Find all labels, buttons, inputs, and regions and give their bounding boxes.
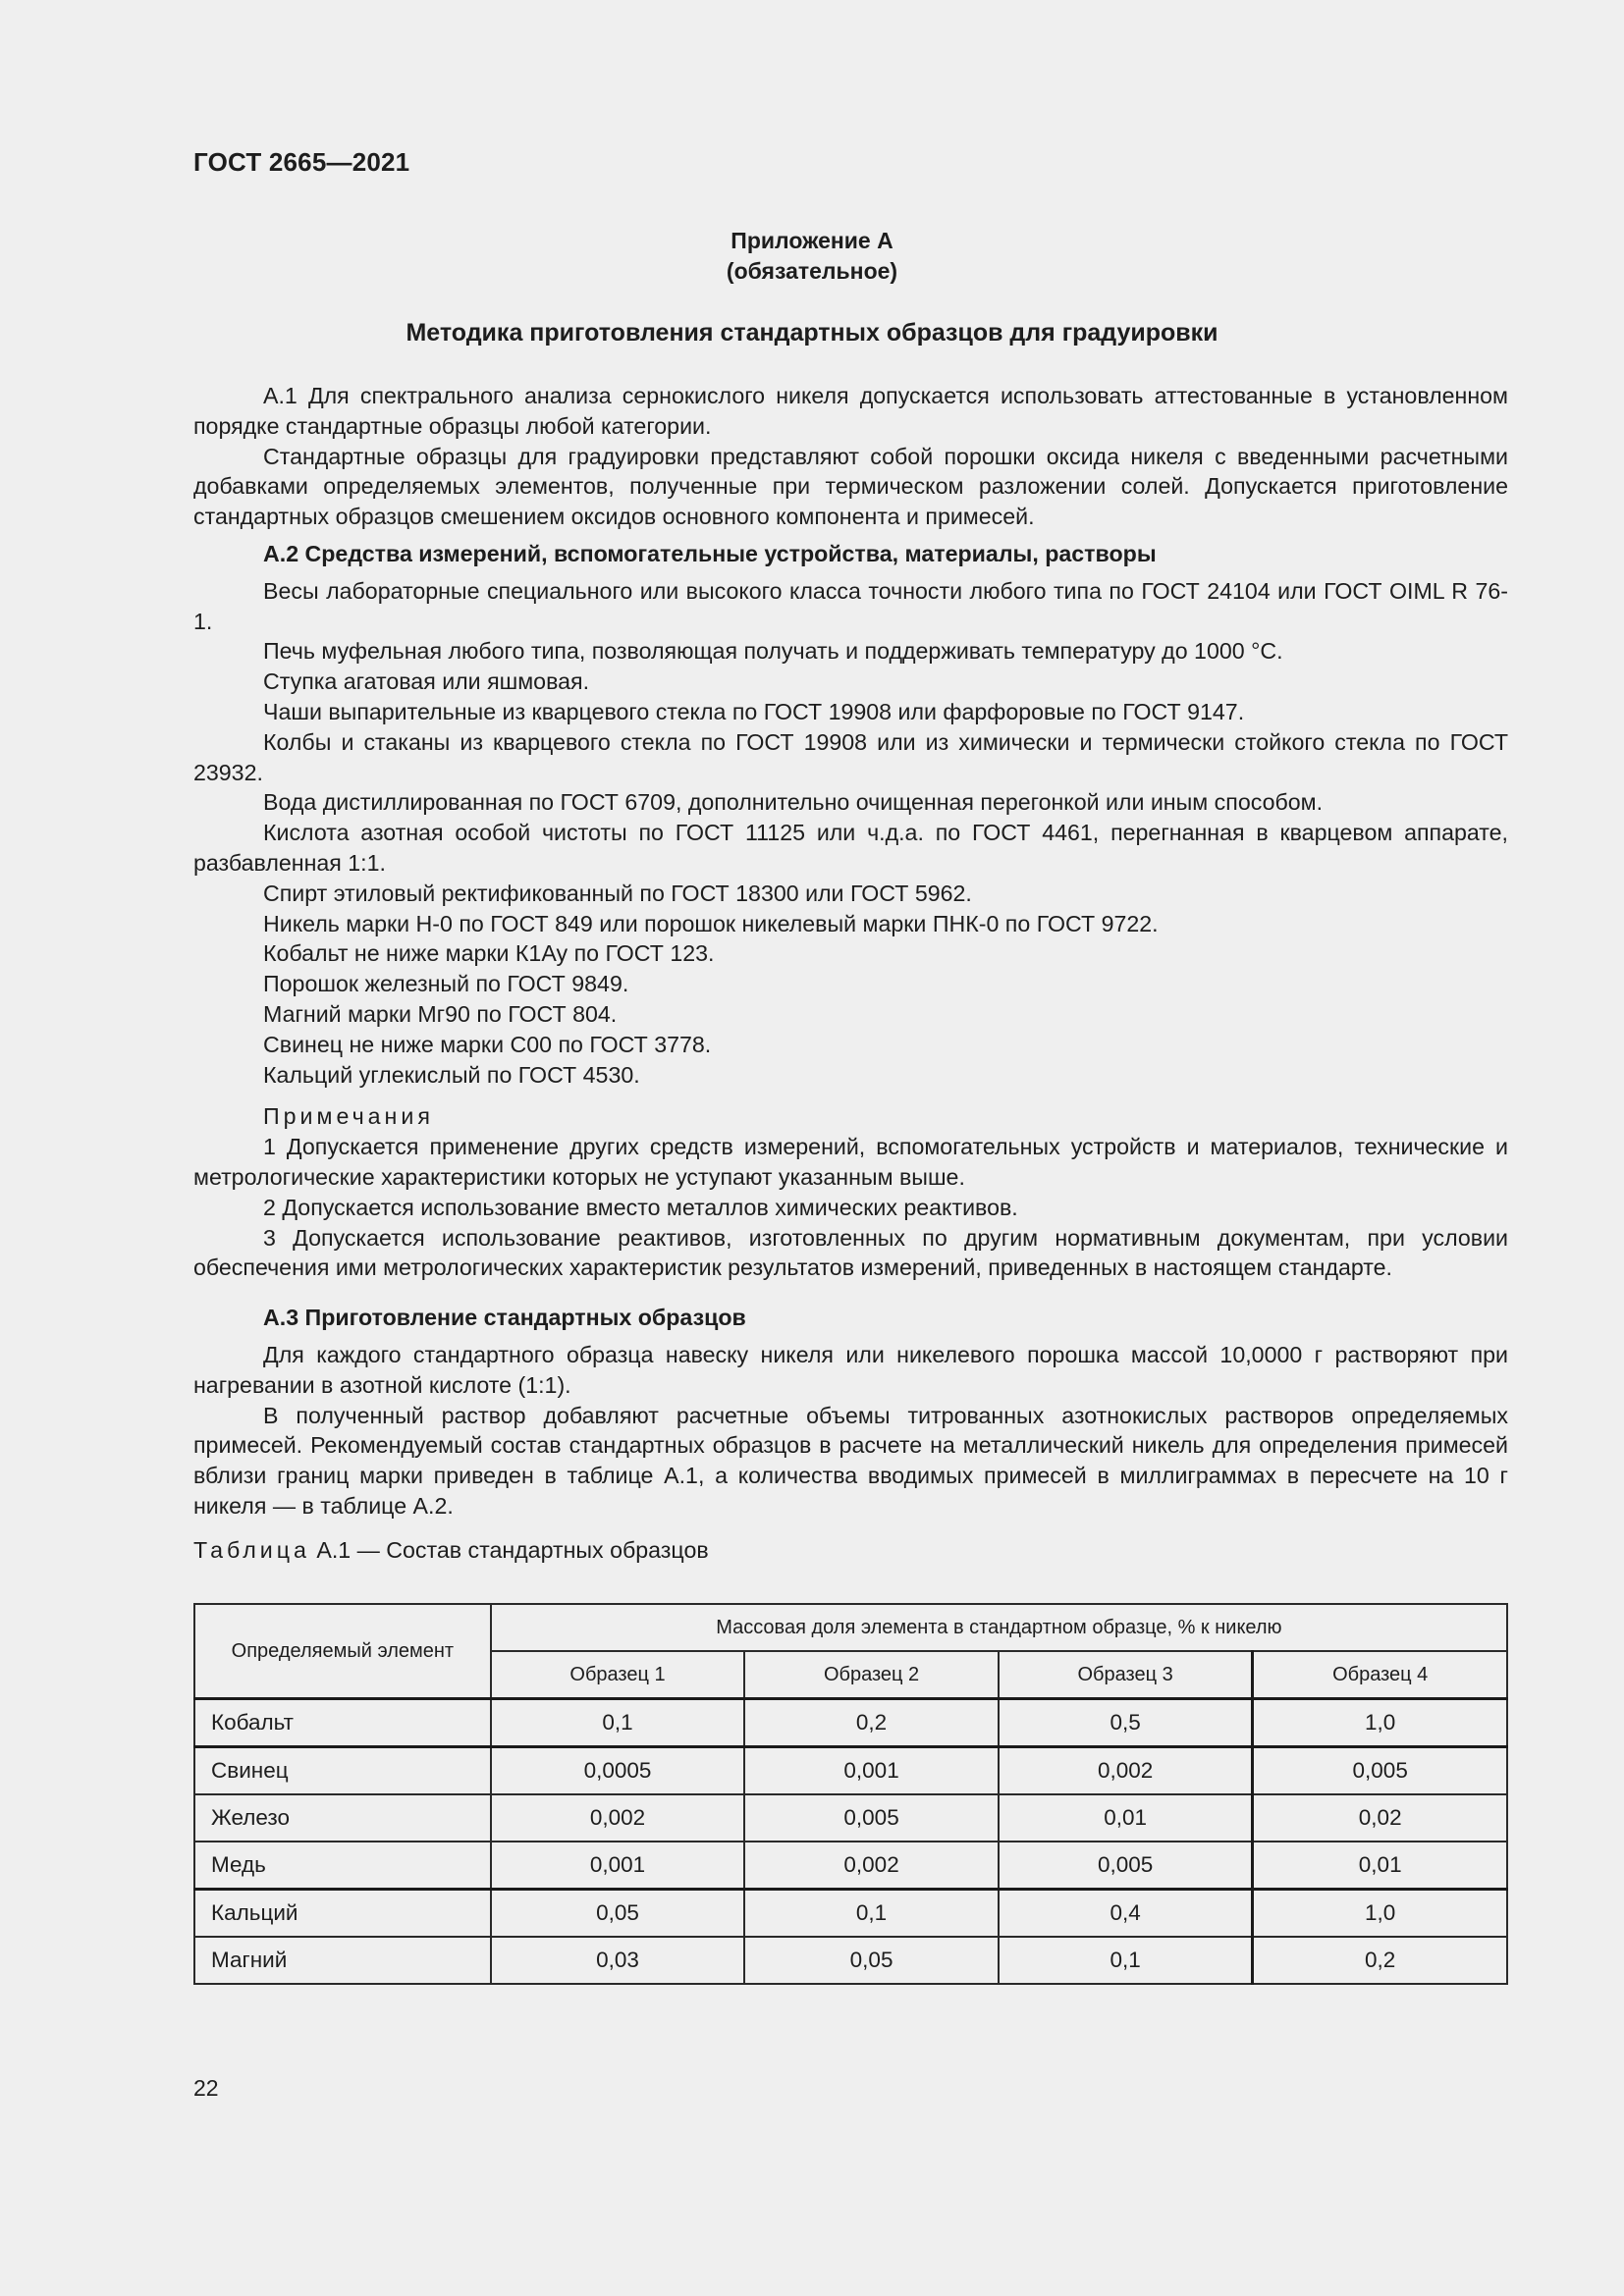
cell-value: 0,1 [491, 1699, 745, 1747]
list-item: Печь муфельная любого типа, позволяющая получать и поддерживать температуру до 1000 °С. [263, 638, 1283, 665]
cell-value: 0,002 [744, 1842, 999, 1890]
list-item: Весы лабораторные специального или высокого класса точности любого типа по ГОСТ 24104 или ГОСТ OIML R 76-1. [193, 577, 1508, 634]
paragraph-a1-2: Стандартные образцы для градуировки представляют собой порошки оксида никеля с введенными расчетными добавками определяемых элементов, полученные при термическом разложении солей. Допускается приготовление стандартных образцов смешением оксидов основного компонента и примесей. [193, 443, 1508, 530]
cell-value: 0,002 [491, 1794, 745, 1842]
cell-value: 0,001 [491, 1842, 745, 1890]
list-item: Кальций углекислый по ГОСТ 4530. [263, 1061, 640, 1088]
column-header-element: Определяемый элемент [194, 1604, 491, 1699]
list-item: Магний марки Мг90 по ГОСТ 804. [263, 1000, 618, 1027]
composition-table [193, 1603, 1508, 1985]
table-row [194, 1842, 1507, 1890]
cell-value: 1,0 [1253, 1890, 1507, 1938]
cell-value: 0,2 [744, 1699, 999, 1747]
annex-status: (обязательное) [726, 258, 898, 284]
note-item: 3 Допускается использование реактивов, изготовленных по другим нормативным документам, при условии обеспечения ими метрологических характеристик результатов измерений, приведенных в настоящем стандарте. [193, 1224, 1508, 1281]
notes-heading: Примечания [263, 1103, 434, 1130]
list-item: Колбы и стаканы из кварцевого стекла по ГОСТ 19908 или из химически и термически стойкого стекла по ГОСТ 23932. [193, 728, 1508, 785]
cell-value: 1,0 [1253, 1699, 1507, 1747]
cell-value: 0,5 [999, 1699, 1253, 1747]
cell-value: 0,001 [744, 1747, 999, 1795]
cell-element: Медь [194, 1842, 491, 1890]
document-number: ГОСТ 2665—2021 [193, 147, 410, 177]
cell-value: 0,005 [999, 1842, 1253, 1890]
note-item: 2 Допускается использование вместо металлов химических реактивов. [263, 1194, 1018, 1220]
cell-value: 0,005 [744, 1794, 999, 1842]
list-item: Кислота азотная особой чистоты по ГОСТ 11125 или ч.д.а. по ГОСТ 4461, перегнанная в кварцевом аппарате, разбавленная 1:1. [193, 820, 1508, 876]
column-header-sample: Образец 2 [744, 1651, 999, 1699]
list-item: Свинец не ниже марки С00 по ГОСТ 3778. [263, 1031, 712, 1057]
list-item: Порошок железный по ГОСТ 9849. [263, 971, 629, 997]
section-a2-heading: А.2 Средства измерений, вспомогательные устройства, материалы, растворы [263, 540, 1157, 566]
method-title: Методика приготовления стандартных образцов для градуировки [406, 319, 1218, 347]
cell-value: 0,01 [999, 1794, 1253, 1842]
list-item: Ступка агатовая или яшмовая. [263, 668, 590, 695]
list-item: Вода дистиллированная по ГОСТ 6709, дополнительно очищенная перегонкой или иным способом. [263, 789, 1324, 816]
column-header-sample: Образец 4 [1253, 1651, 1507, 1699]
cell-value: 0,05 [491, 1890, 745, 1938]
cell-element: Железо [194, 1794, 491, 1842]
page-number: 22 [193, 2075, 219, 2101]
cell-value: 0,05 [744, 1937, 999, 1984]
cell-element: Магний [194, 1937, 491, 1984]
cell-element: Свинец [194, 1747, 491, 1795]
table-row [194, 1937, 1507, 1984]
column-header-group: Массовая доля элемента в стандартном образце, % к никелю [491, 1604, 1507, 1651]
cell-element: Кальций [194, 1890, 491, 1938]
column-header-sample: Образец 3 [999, 1651, 1253, 1699]
list-item: Кобальт не ниже марки К1Ау по ГОСТ 123. [263, 940, 715, 967]
table-caption-label: Таблица [193, 1536, 310, 1563]
cell-value: 0,2 [1253, 1937, 1507, 1984]
cell-value: 0,0005 [491, 1747, 745, 1795]
list-item: Чаши выпарительные из кварцевого стекла по ГОСТ 19908 или фарфоровые по ГОСТ 9147. [263, 698, 1245, 724]
annex-title: Приложение А [731, 228, 893, 253]
section-a3-heading: А.3 Приготовление стандартных образцов [263, 1305, 746, 1331]
paragraph-a3-1: Для каждого стандартного образца навеску никеля или никелевого порошка массой 10,0000 г растворяют при нагревании в азотной кислоте (1:1). [193, 1341, 1508, 1398]
cell-value: 0,03 [491, 1937, 745, 1984]
table-caption [193, 1535, 1508, 1566]
cell-value: 0,002 [999, 1747, 1253, 1795]
note-item: 1 Допускается применение других средств измерений, вспомогательных устройств и материалов, технические и метрологические характеристики которых не уступают указанным выше. [193, 1134, 1508, 1190]
cell-value: 0,01 [1253, 1842, 1507, 1890]
paragraph-a1-1: А.1 Для спектрального анализа сернокислого никеля допускается использовать аттестованные в установленном порядке стандартные образцы любой категории. [193, 383, 1508, 439]
cell-value: 0,4 [999, 1890, 1253, 1938]
column-header-sample: Образец 1 [491, 1651, 745, 1699]
list-item: Никель марки Н-0 по ГОСТ 849 или порошок никелевый марки ПНК-0 по ГОСТ 9722. [263, 910, 1159, 936]
table-row [194, 1890, 1507, 1938]
table-caption-text: А.1 — Состав стандартных образцов [309, 1536, 709, 1563]
paragraph-a3-2: В полученный раствор добавляют расчетные объемы титрованных азотнокислых растворов определяемых примесей. Рекомендуемый состав стандартных образцов в расчете на металлический никель для определения примесей вблизи границ марки приведен в таблице А.1, а количества вводимых примесей в миллиграммах в пересчете на 10 г никеля — в таблице А.2. [193, 1402, 1508, 1519]
cell-element: Кобальт [194, 1699, 491, 1747]
cell-value: 0,1 [999, 1937, 1253, 1984]
cell-value: 0,02 [1253, 1794, 1507, 1842]
table-row [194, 1747, 1507, 1795]
document-body [193, 381, 1508, 1565]
table-row [194, 1794, 1507, 1842]
annex-heading [0, 226, 1624, 287]
list-item: Спирт этиловый ректификованный по ГОСТ 18300 или ГОСТ 5962. [263, 880, 972, 906]
cell-value: 0,005 [1253, 1747, 1507, 1795]
cell-value: 0,1 [744, 1890, 999, 1938]
table-row [194, 1699, 1507, 1747]
